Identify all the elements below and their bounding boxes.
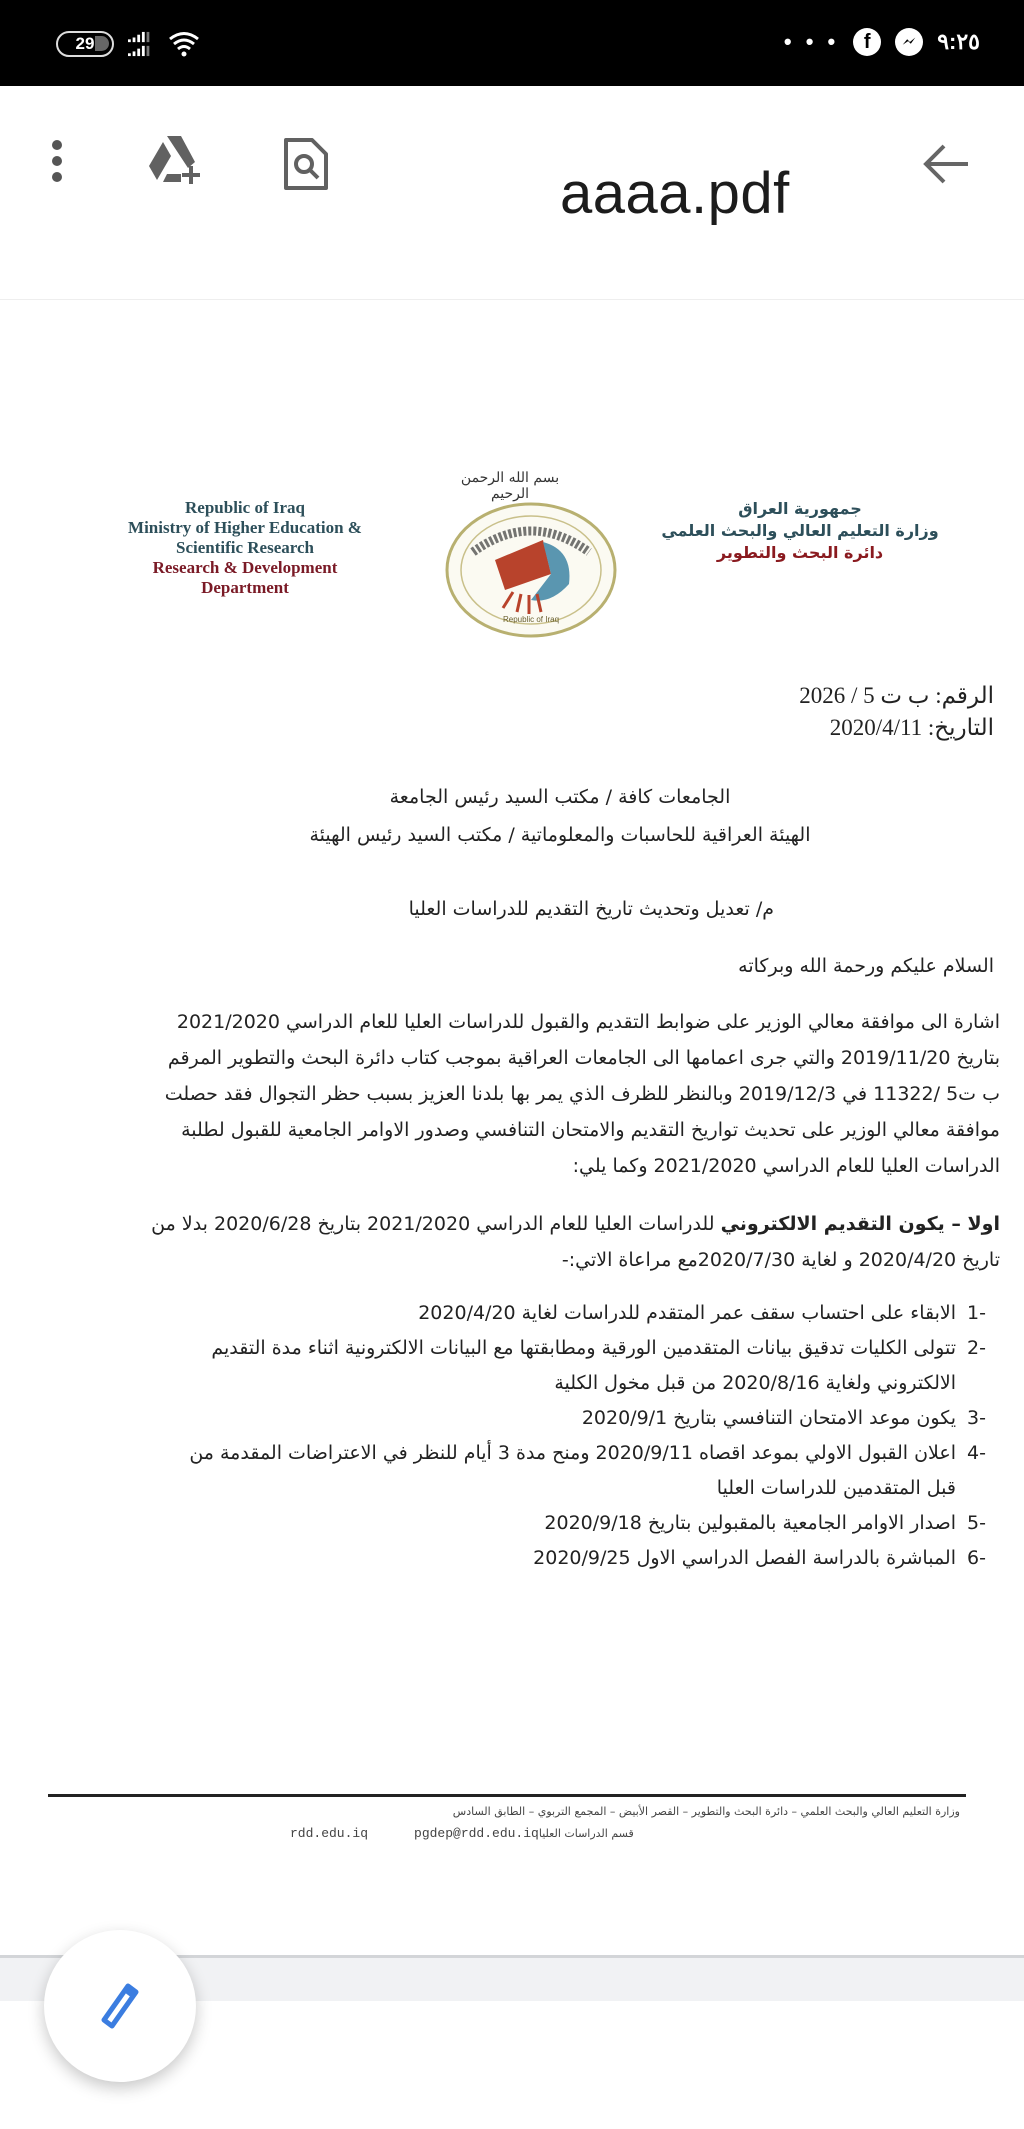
list-item-text: تتولى الكليات تدقيق بيانات المتقدمين الورقية ومطابقتها مع البيانات الالكترونية اثناء مدة التقديم [211, 1337, 956, 1359]
status-bar [0, 0, 1024, 86]
facebook-icon: f [853, 28, 881, 56]
list-item-number: -1 [967, 1302, 986, 1324]
first-clause-bold: التقديم الالكتروني [720, 1213, 892, 1235]
clock: ٩:٢٥ [937, 29, 980, 54]
pdf-viewer-toolbar [0, 86, 1024, 300]
letterhead-english [100, 498, 390, 598]
footer-website: rdd.edu.iq [290, 1826, 369, 1841]
addressee-line: الجامعات كافة / مكتب السيد رئيس الجامعة [389, 786, 731, 808]
first-clause [40, 1206, 1000, 1278]
back-arrow-icon[interactable] [920, 142, 972, 186]
letterhead-ar-dept: دائرة البحث والتطوير [716, 543, 884, 562]
list-item-continuation: قبل المتقدمين للدراسات العليا [716, 1477, 956, 1499]
status-right [784, 28, 980, 56]
wifi-icon [168, 30, 200, 58]
list-item [40, 1506, 986, 1541]
footer-dept: قسم الدراسات العليا [538, 1827, 634, 1840]
first-clause-prefix: اولا – يكون [891, 1213, 1000, 1235]
dual-signal-icon [126, 31, 156, 57]
reference-block [799, 680, 994, 744]
more-notifications-indicator: • • • [783, 29, 840, 54]
conditions-list [40, 1296, 986, 1576]
basmala: بسم الله الرحمن الرحيم [460, 470, 560, 502]
list-item [40, 1436, 986, 1506]
add-to-drive-icon[interactable] [145, 134, 207, 186]
list-item [40, 1331, 986, 1401]
first-clause-line [40, 1206, 1000, 1242]
addressee-line: الهيئة العراقية للحاسبات والمعلوماتية / مكتب السيد رئيس الهيئة [309, 824, 811, 846]
edit-button[interactable] [44, 1930, 196, 2082]
footer-divider [48, 1794, 966, 1797]
list-item [40, 1296, 986, 1331]
footer-email: pgdep@rdd.edu.iq [414, 1826, 539, 1841]
reference-date: التاريخ: 2020/4/11 [829, 715, 994, 740]
body-line: ب ت5 /11322 في 2019/12/3 وبالنظر للظرف الذي يمر بها بلدنا العزيز بسبب حظر التجوال فقد حصلت [164, 1083, 1000, 1105]
reference-number: الرقم: ب ت 5 / 2026 [799, 683, 994, 708]
letterhead-ar-line: وزارة التعليم العالي والبحث العلمي [661, 521, 939, 540]
list-item-continuation: الالكتروني ولغاية 2020/8/16 من قبل مخول الكلية [554, 1372, 956, 1394]
first-clause-line2: تاريخ 2020/4/20 و لغاية 2020/7/30مع مراعاة الاتي:- [561, 1249, 1000, 1271]
letter-greeting: السلام عليكم ورحمة الله وبركاته [738, 955, 994, 977]
letterhead-arabic [660, 498, 940, 564]
addressee-block [260, 778, 860, 854]
document-title: aaaa.pdf [560, 161, 790, 226]
footer-contacts [290, 1826, 634, 1841]
letter-subject: م/ تعديل وتحديث تاريخ التقديم للدراسات العليا [408, 898, 774, 920]
list-item-number: -2 [967, 1337, 986, 1359]
list-item [40, 1541, 986, 1576]
list-item-text: المباشرة بالدراسة الفصل الدراسي الاول 2020/9/25 [533, 1547, 956, 1569]
list-item-number: -6 [967, 1547, 986, 1569]
letter-body [40, 1004, 1000, 1184]
body-line: اشارة الى موافقة معالي الوزير على ضوابط التقديم والقبول للدراسات العليا للعام الدراسي 2021/2020 [176, 1011, 1000, 1033]
list-item-text: اصدار الاوامر الجامعية بالمقبولين بتاريخ 2020/9/18 [544, 1512, 956, 1534]
battery-icon [56, 31, 114, 57]
list-item [40, 1401, 986, 1436]
messenger-icon [895, 28, 923, 56]
body-line: الدراسات العليا للعام الدراسي 2021/2020 وكما يلي: [572, 1155, 1000, 1177]
letterhead-en-line: Ministry of Higher Education & [128, 518, 362, 537]
letterhead-en-line: Republic of Iraq [185, 498, 305, 517]
letterhead-ar-line: جمهورية العراق [738, 499, 862, 518]
list-item-number: -4 [967, 1442, 986, 1464]
find-in-file-icon[interactable] [282, 136, 330, 192]
letterhead-en-dept: Research & Development [152, 558, 338, 577]
letterhead-en-dept: Department [201, 578, 289, 597]
body-line: موافقة معالي الوزير على تحديث تواريخ التقديم والامتحان التنافسي وصدور الاوامر الجامعية للقبول لطلبة [181, 1119, 1000, 1141]
svg-text:Republic of Iraq: Republic of Iraq [502, 615, 560, 624]
list-item-text: يكون موعد الامتحان التنافسي بتاريخ 2020/9/1 [581, 1407, 956, 1429]
battery-level: 29 [75, 34, 95, 53]
body-line: بتاريخ 2019/11/20 والتي جرى اعمامها الى الجامعات العراقية بموجب كتاب دائرة البحث والتطوير المرقم [167, 1047, 1000, 1069]
status-left [56, 30, 200, 58]
first-clause-rest: للدراسات العليا للعام الدراسي 2021/2020 بتاريخ 2020/6/28 بدلا من [151, 1213, 721, 1235]
more-options-icon[interactable] [50, 140, 64, 188]
list-item-text: اعلان القبول الاولي بموعد اقصاه 2020/9/11 ومنح مدة 3 أيام للنظر في الاعتراضات المقدمة من [189, 1442, 956, 1464]
list-item-number: -5 [967, 1512, 986, 1534]
letterhead-en-line: Scientific Research [175, 538, 314, 557]
list-item-text: الابقاء على احتساب سقف عمر المتقدم للدراسات لغاية 2020/4/20 [418, 1302, 956, 1324]
list-item-number: -3 [967, 1407, 986, 1429]
ministry-emblem-logo [443, 500, 619, 640]
footer-address: وزارة التعليم العالي والبحث العلمي – دائرة البحث والتطوير – القصر الأبيض – المجمع التربوي – الطابق السادس [452, 1805, 960, 1818]
edit-pencil-icon [94, 1980, 146, 2032]
